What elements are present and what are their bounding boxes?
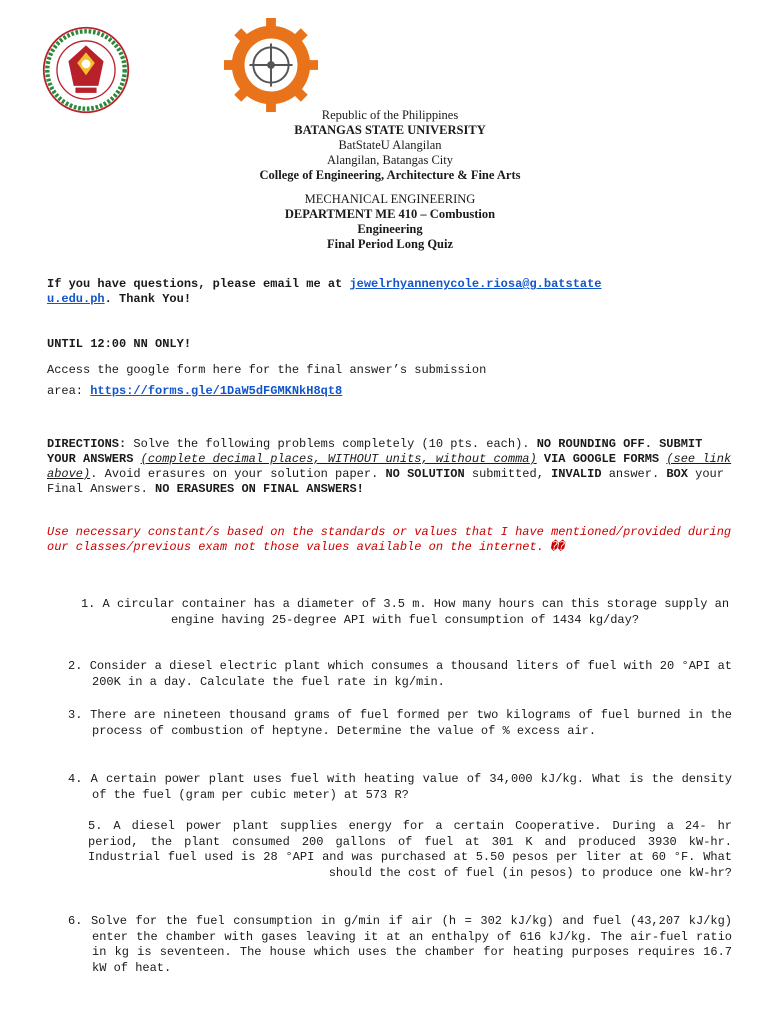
problem-5: 5. A diesel power plant supplies energy for a certain Cooperative. During a 24- hr period, the plant consumed 200 gallons of fuel at 301 K and produced 3930 kW-hr. Industrial fuel used is 28 °API and was purchased at 5.50 pesos per liter at 60 °F. What should the cost of fuel (in pesos) to produce one kW-hr? bbox=[88, 819, 732, 880]
document-header bbox=[190, 108, 590, 252]
contact-line: If you have questions, please email me at jewelrhyannenycole.riosa@g.batstate u.edu.ph. Thank You! bbox=[47, 277, 602, 306]
email-link[interactable]: jewelrhyannenycole.riosa@g.batstate bbox=[349, 277, 602, 291]
header-quiz-title: Final Period Long Quiz bbox=[326, 237, 454, 251]
header-campus: BatStateU Alangilan bbox=[338, 138, 442, 152]
engineering-gear-logo bbox=[222, 16, 320, 114]
header-dept: MECHANICAL ENGINEERING bbox=[304, 192, 476, 206]
header-course: DEPARTMENT ME 410 – Combustion bbox=[284, 207, 496, 221]
header-country: Republic of the Philippines bbox=[321, 108, 459, 122]
deadline-notice: UNTIL 12:00 NN ONLY! bbox=[47, 337, 192, 351]
header-course-cont: Engineering bbox=[357, 222, 423, 236]
google-form-link[interactable]: https://forms.gle/1DaW5dFGMKNkH8qt8 bbox=[90, 384, 343, 398]
problem-2: 2. Consider a diesel electric plant which consumes a thousand liters of fuel with 20 °API at 200K in a day. Calculate the fuel rate in kg/min. bbox=[68, 659, 732, 689]
problem-3: 3. There are nineteen thousand grams of fuel formed per two kilograms of fuel burned in the process of combustion of heptyne. Determine the value of % excess air. bbox=[68, 708, 732, 738]
header-university: BATANGAS STATE UNIVERSITY bbox=[294, 123, 486, 137]
access-instructions: Access the google form here for the final answer’s submission area: https://forms.gle/1DaW5dFGMKNkH8qt8 bbox=[47, 363, 487, 398]
university-seal-logo bbox=[42, 26, 130, 114]
directions-paragraph: DIRECTIONS: Solve the following problems completely (10 pts. each). NO ROUNDING OFF. SUBMIT YOUR ANSWERS (complete decimal places, WITHOUT units, without comma) VIA GOOGLE FORMS (see link above). Avoid erasures on your solution paper. NO SOLUTION submitted, INVALID answer. BOX your Final Answers. NO ERASURES ON FINAL ANSWERS! bbox=[47, 437, 732, 496]
problem-4: 4. A certain power plant uses fuel with heating value of 34,000 kJ/kg. What is the density of the fuel (gram per cubic meter) at 573 R? bbox=[68, 772, 732, 802]
constants-note: Use necessary constant/s based on the standards or values that I have mentioned/provided during our classes/previous exam not those values available on the internet. �� bbox=[47, 525, 732, 554]
email-link-cont[interactable]: u.edu.ph bbox=[47, 292, 105, 306]
header-address: Alangilan, Batangas City bbox=[326, 153, 454, 167]
problem-6: 6. Solve for the fuel consumption in g/min if air (h = 302 kJ/kg) and fuel (43,207 kJ/kg) enter the chamber with gases leaving it at an enthalpy of 616 kJ/kg. The air-fuel ratio in kg is seventeen. The house which uses the chamber for heating purposes requires 16.7 kW of heat. bbox=[68, 914, 732, 975]
header-college: College of Engineering, Architecture & Fine Arts bbox=[259, 168, 521, 182]
problem-1: 1. A circular container has a diameter of 3.5 m. How many hours can this storage supply an engine having 25-degree API with fuel consumption of 1434 kg/day? bbox=[80, 597, 730, 627]
